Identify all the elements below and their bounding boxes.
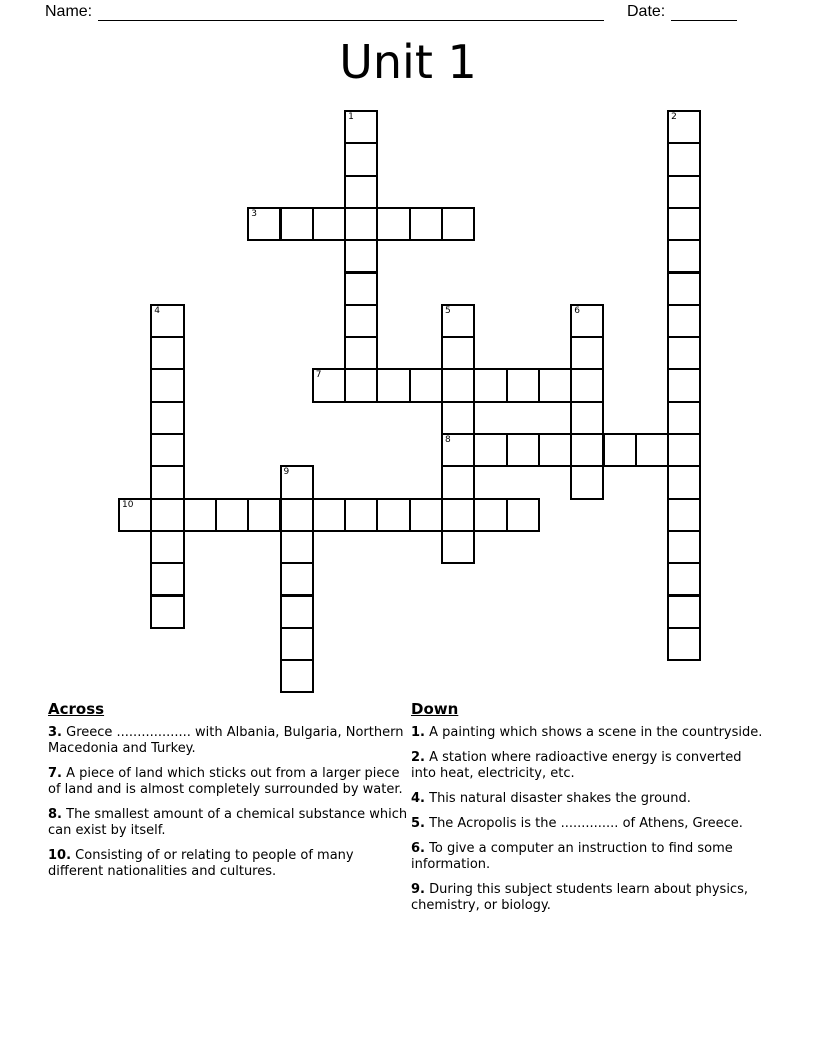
grid-cell[interactable] <box>506 368 540 402</box>
grid-cell[interactable] <box>344 368 378 402</box>
grid-cell[interactable] <box>667 433 701 467</box>
grid-cell[interactable] <box>280 465 314 499</box>
grid-cell[interactable] <box>570 368 604 402</box>
down-clues-column <box>411 700 763 923</box>
clue-number: 3. <box>48 725 62 740</box>
clue-text: The Acropolis is the .............. of Athens, Greece. <box>429 816 743 831</box>
grid-cell[interactable] <box>441 336 475 370</box>
grid-cell[interactable] <box>150 336 184 370</box>
clue-down-5 <box>411 816 763 832</box>
grid-cell[interactable] <box>247 207 281 241</box>
cell-number: 10 <box>122 499 134 510</box>
clue-text: This natural disaster shakes the ground. <box>429 791 691 806</box>
date-label: Date: <box>627 3 666 20</box>
grid-cell[interactable] <box>538 433 572 467</box>
clue-number: 2. <box>411 750 425 765</box>
clue-number: 1. <box>411 725 425 740</box>
grid-cell[interactable] <box>473 368 507 402</box>
grid-cell[interactable] <box>280 595 314 629</box>
grid-cell[interactable] <box>150 562 184 596</box>
grid-cell[interactable] <box>570 433 604 467</box>
grid-cell[interactable] <box>667 175 701 209</box>
page-title: Unit 1 <box>339 35 477 89</box>
grid-cell[interactable] <box>344 498 378 532</box>
grid-cell[interactable] <box>538 368 572 402</box>
grid-cell[interactable] <box>506 498 540 532</box>
grid-cell[interactable] <box>441 465 475 499</box>
clue-across-7 <box>48 766 408 798</box>
clue-text: To give a computer an instruction to find some information. <box>411 841 733 872</box>
grid-cell[interactable] <box>280 627 314 661</box>
grid-cell[interactable] <box>441 530 475 564</box>
cell-number: 2 <box>671 112 677 122</box>
cell-number: 5 <box>445 305 451 316</box>
grid-cell[interactable] <box>118 498 152 532</box>
clue-text: A piece of land which sticks out from a larger piece of land and is almost completely surrounded by water. <box>48 766 403 797</box>
grid-cell[interactable] <box>570 304 604 338</box>
clue-down-6 <box>411 841 763 873</box>
cell-number: 9 <box>283 467 290 478</box>
clue-down-2 <box>411 750 763 782</box>
clue-text: A station where radioactive energy is converted into heat, electricity, etc. <box>411 750 742 781</box>
grid-cell[interactable] <box>570 336 604 370</box>
grid-cell[interactable] <box>506 433 540 467</box>
grid-cell[interactable] <box>312 207 346 241</box>
grid-cell[interactable] <box>183 498 217 532</box>
grid-cell[interactable] <box>667 498 701 532</box>
grid-cell[interactable] <box>667 530 701 564</box>
grid-cell[interactable] <box>409 368 443 402</box>
grid-cell[interactable] <box>344 336 378 370</box>
clue-text: Greece .................. with Albania, Bulgaria, Northern Macedonia and Turkey. <box>48 725 404 756</box>
grid-cell[interactable] <box>150 595 184 629</box>
grid-cell[interactable] <box>441 304 475 338</box>
grid-cell[interactable] <box>667 110 701 144</box>
grid-cell[interactable] <box>280 207 314 241</box>
grid-cell[interactable] <box>473 433 507 467</box>
cell-number: 4 <box>154 305 161 316</box>
grid-cell[interactable] <box>312 368 346 402</box>
grid-cell[interactable] <box>150 498 184 532</box>
clue-text: A painting which shows a scene in the countryside. <box>429 725 763 740</box>
cell-number: 3 <box>251 208 257 219</box>
grid-cell[interactable] <box>667 595 701 629</box>
grid-cell[interactable] <box>376 368 410 402</box>
grid-cell[interactable] <box>280 562 314 596</box>
grid-cell[interactable] <box>280 498 314 532</box>
clue-number: 8. <box>48 807 62 822</box>
grid-cell[interactable] <box>667 627 701 661</box>
grid-cell[interactable] <box>344 272 378 306</box>
clue-text: The smallest amount of a chemical substance which can exist by itself. <box>48 807 408 838</box>
grid-cell[interactable] <box>247 498 281 532</box>
grid-cell[interactable] <box>150 368 184 402</box>
clue-down-9 <box>411 882 763 914</box>
cell-number: 8 <box>445 435 451 445</box>
clue-text: During this subject students learn about physics, chemistry, or biology. <box>411 882 748 913</box>
grid-cell[interactable] <box>150 433 184 467</box>
grid-cell[interactable] <box>441 368 475 402</box>
grid-cell[interactable] <box>409 498 443 532</box>
grid-cell[interactable] <box>667 142 701 176</box>
grid-cell[interactable] <box>150 465 184 499</box>
grid-cell[interactable] <box>441 401 475 435</box>
clue-number: 6. <box>411 841 425 856</box>
clue-text: Consisting of or relating to people of many different nationalities and cultures. <box>48 848 354 879</box>
clue-down-4 <box>411 791 763 807</box>
down-clues-list <box>411 725 763 914</box>
grid-cell[interactable] <box>473 498 507 532</box>
grid-cell[interactable] <box>667 239 701 273</box>
grid-cell[interactable] <box>441 433 475 467</box>
grid-cell[interactable] <box>441 207 475 241</box>
grid-cell[interactable] <box>667 465 701 499</box>
clue-number: 10. <box>48 848 72 863</box>
grid-cell[interactable] <box>280 530 314 564</box>
grid-cell[interactable] <box>667 368 701 402</box>
grid-cell[interactable] <box>667 272 701 306</box>
clue-across-10 <box>48 848 408 880</box>
grid-cell[interactable] <box>150 530 184 564</box>
cell-number: 7 <box>315 370 322 381</box>
cell-number: 6 <box>574 305 580 316</box>
grid-cell[interactable] <box>344 110 378 144</box>
clue-number: 7. <box>48 766 62 781</box>
name-label: Name: <box>45 3 93 20</box>
clue-number: 5. <box>411 816 425 831</box>
grid-cell[interactable] <box>603 433 637 467</box>
grid-cell[interactable] <box>215 498 249 532</box>
grid-cell[interactable] <box>344 175 378 209</box>
clue-across-8 <box>48 807 408 839</box>
grid-cell[interactable] <box>376 207 410 241</box>
grid-cell[interactable] <box>312 498 346 532</box>
grid-cell[interactable] <box>150 304 184 338</box>
grid-cell[interactable] <box>376 498 410 532</box>
grid-cell[interactable] <box>635 433 669 467</box>
grid-cell[interactable] <box>667 304 701 338</box>
grid-cell[interactable] <box>667 562 701 596</box>
clue-down-1 <box>411 725 763 741</box>
grid-cell[interactable] <box>150 401 184 435</box>
across-heading: Across <box>48 700 105 718</box>
clue-number: 9. <box>411 882 425 897</box>
grid-cell[interactable] <box>570 401 604 435</box>
grid-cell[interactable] <box>344 207 378 241</box>
across-clues-list <box>48 725 408 880</box>
grid-cell[interactable] <box>667 336 701 370</box>
across-clues-column <box>48 700 408 889</box>
clue-number: 4. <box>411 791 425 806</box>
grid-cell[interactable] <box>280 659 314 693</box>
grid-cell[interactable] <box>667 401 701 435</box>
grid-cell[interactable] <box>667 207 701 241</box>
clue-across-3 <box>48 725 408 757</box>
grid-cell[interactable] <box>344 304 378 338</box>
grid-cell[interactable] <box>409 207 443 241</box>
cell-number: 1 <box>348 112 354 122</box>
grid-cell[interactable] <box>441 498 475 532</box>
grid-cell[interactable] <box>344 142 378 176</box>
grid-cell[interactable] <box>570 465 604 499</box>
down-heading: Down <box>411 700 459 718</box>
grid-cell[interactable] <box>344 239 378 273</box>
